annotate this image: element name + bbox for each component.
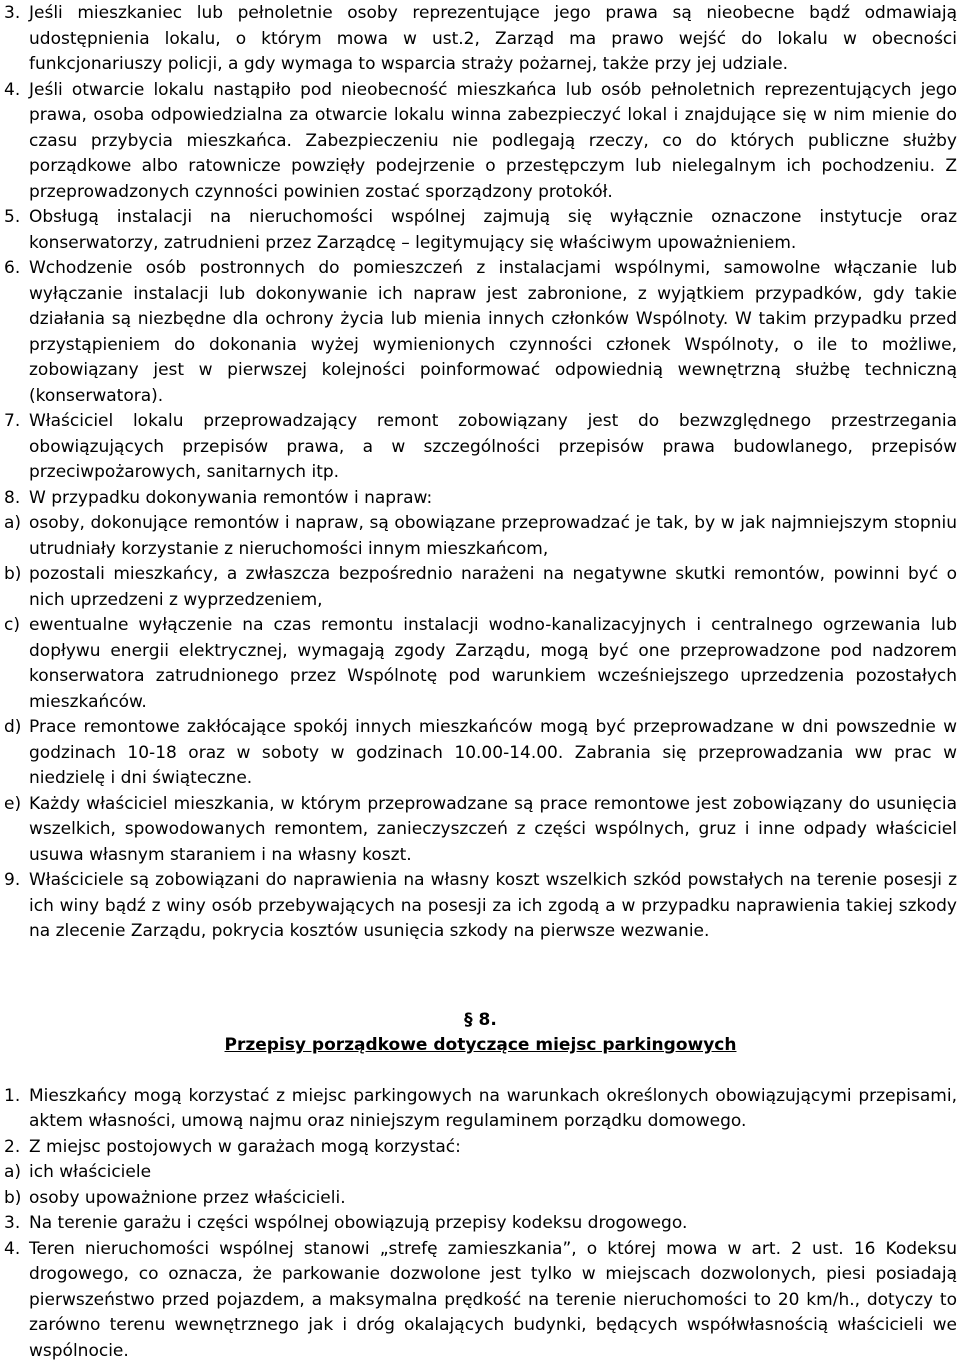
- item-text: osoby upoważnione przez właścicieli.: [29, 1187, 346, 1208]
- item-label: 5.: [4, 207, 21, 227]
- list-item: [4, 1186, 957, 1212]
- item-text: Prace remontowe zakłócające spokój innych mieszkańców mogą być przeprowadzane w dni powszednie w godzinach 10-18 oraz w soboty w godzinach 10.00-14.00. Zabrania się przeprowadzania ww prac w niedzielę i dni świąteczne.: [29, 717, 957, 788]
- list-item: [4, 792, 957, 869]
- list-item: [4, 1135, 957, 1161]
- item-text: Wchodzenie osób postronnych do pomieszczeń z instalacjami wspólnymi, samowolne włączanie lub wyłączanie instalacji lub dokonywanie ich napraw jest zabronione, z wyjątkiem przypadków, gdy takie działania są niezbędne dla ochrony życia lub mienia innych członków Wspólnoty. W takim przypadku przed przystąpieniem do dokonania wyżej wymienionych czynności członek Wspólnoty, o ile to możliwe, zobowiązany jest w pierwszej kolejności poinformować odpowiednią wewnętrzną służbę techniczną (konserwatora).: [29, 258, 957, 406]
- item-text: pozostali mieszkańcy, a zwłaszcza bezpośrednio narażeni na negatywne skutki remontów, powinni być o nich uprzedzeni z wyprzedzeniem,: [29, 564, 957, 610]
- list-item: [4, 1211, 957, 1237]
- item-text: Na terenie garażu i części wspólnej obowiązują przepisy kodeksu drogowego.: [29, 1213, 688, 1233]
- item-label: 3.: [4, 1213, 21, 1233]
- item-text: ich właściciele: [29, 1162, 152, 1182]
- list-item: [4, 409, 957, 486]
- list-item: [4, 78, 957, 206]
- item-text: Teren nieruchomości wspólnej stanowi „strefę zamieszkania”, o której mowa w art. 2 ust. 16 Kodeksu drogowego, co oznacza, że parkowanie dozwolone jest tylko w miejscach dozwolonych, piesi posiadają pierwszeństwo przed pojazdem, a maksymalna prędkość na terenie nieruchomości to 20 km/h., dotyczy to zarówno terenu wewnętrznego jak i dróg okalających budynki, będących współwłasnością właścicieli we wspólnocie.: [29, 1238, 957, 1361]
- item-label: c): [4, 615, 20, 635]
- list-item: [4, 1, 957, 78]
- item-label: b): [4, 1187, 22, 1208]
- spacer: [4, 945, 957, 1008]
- item-text: Jeśli otwarcie lokalu nastąpiło pod nieobecność mieszkańca lub osób pełnoletnich reprezentujących jego prawa, osoba odpowiedzialna za otwarcie lokalu winna zabezpieczyć lokal i znajdujące się w nim mienie do czasu przybycia mieszkańca. Zabezpieczeniu nie podlegają rzeczy, co do których publiczne służby porządkowe albo ratownicze powzięły podejrzenie o przestępczym lub nielegalnym ich pochodzeniu. Z przeprowadzonych czynności powinien zostać sporządzony protokół.: [29, 79, 957, 202]
- list-item: [4, 1237, 957, 1365]
- list-item: [4, 1084, 957, 1135]
- item-label: a): [4, 1162, 22, 1182]
- item-text: ewentualne wyłączenie na czas remontu instalacji wodno-kanalizacyjnych i centralnego ogrzewania lub dopływu energii elektrycznej, wymagają zgody Zarządu, mogą być one przeprowadzone pod nadzorem konserwatora zatrudnionego przez Wspólnotę pod warunkiem wcześniejszego uprzedzenia pozostałych mieszkańców.: [29, 615, 957, 712]
- list-top: [4, 1, 957, 945]
- item-text: osoby, dokonujące remontów i napraw, są obowiązane przeprowadzać je tak, by w jak najmniejszym stopniu utrudniały korzystanie z nieruchomości innym mieszkańcom,: [29, 513, 957, 559]
- item-label: 2.: [4, 1136, 21, 1157]
- list-item: [4, 613, 957, 715]
- item-label: 8.: [4, 487, 21, 508]
- list-item: [4, 511, 957, 562]
- list-item: [4, 256, 957, 409]
- item-label: 6.: [4, 258, 21, 278]
- item-text: Każdy właściciel mieszkania, w którym przeprowadzane są prace remontowe jest zobowiązany do usunięcia wszelkich, spowodowanych remontem, zanieczyszczeń z części wspólnych, gruz i inne odpady właściciel usuwa własnym staraniem i na własny koszt.: [29, 793, 957, 865]
- item-text: Jeśli mieszkaniec lub pełnoletnie osoby reprezentujące jego prawa są nieobecne bądź odmawiają udostępnienia lokalu, o którym mowa w ust.2, Zarząd ma prawo wejść do lokalu w obecności funkcjonariuszy policji, a gdy wymaga to wsparcia straży pożarnej, także przy jej udziale.: [29, 3, 957, 74]
- item-label: d): [4, 717, 22, 737]
- item-text: Właściciel lokalu przeprowadzający remont zobowiązany jest do bezwzględnego przestrzegania obowiązujących przepisów prawa, a w szczególności przepisów prawa budowlanego, przepisów przeciwpożarowych, sanitarnych itp.: [29, 411, 957, 482]
- item-label: e): [4, 793, 22, 814]
- section-number: § 8.: [464, 1009, 497, 1030]
- item-text: Mieszkańcy mogą korzystać z miejsc parkingowych na warunkach określonych obowiązującymi przepisami, aktem własności, umową najmu oraz niniejszym regulaminem porządku domowego.: [29, 1085, 957, 1131]
- item-label: 4.: [4, 1238, 21, 1259]
- list-item: [4, 486, 957, 512]
- document-page: [4, 1, 957, 1364]
- item-text: Właściciele są zobowiązani do naprawienia na własny koszt wszelkich szkód powstałych na terenie posesji z ich winy bądź z winy osób przebywających na posesji za ich zgodą a w przypadku naprawienia takiej szkody na zlecenie Zarządu, pokrycia kosztów usunięcia szkody na pierwsze wezwanie.: [29, 870, 957, 941]
- item-text: Z miejsc postojowych w garażach mogą korzystać:: [29, 1136, 461, 1157]
- spacer: [4, 1059, 957, 1084]
- item-label: b): [4, 564, 22, 584]
- list-item: [4, 715, 957, 792]
- item-label: 1.: [4, 1085, 21, 1106]
- item-text: Obsługą instalacji na nieruchomości wspólnej zajmują się wyłącznie oznaczone instytucje oraz konserwatorzy, zatrudnieni przez Zarządcę – legitymujący się właściwym upoważnieniem.: [29, 207, 957, 253]
- item-label: 3.: [4, 3, 21, 23]
- item-label: 7.: [4, 411, 21, 431]
- item-label: a): [4, 513, 22, 533]
- item-text: W przypadku dokonywania remontów i napraw:: [29, 487, 433, 508]
- list-item: [4, 1160, 957, 1186]
- item-label: 9.: [4, 870, 21, 890]
- list-item: [4, 205, 957, 256]
- list-item: [4, 562, 957, 613]
- list-bottom: [4, 1084, 957, 1365]
- item-label: 4.: [4, 79, 21, 100]
- list-item: [4, 868, 957, 945]
- section-title: Przepisy porządkowe dotyczące miejsc parkingowych: [224, 1035, 737, 1055]
